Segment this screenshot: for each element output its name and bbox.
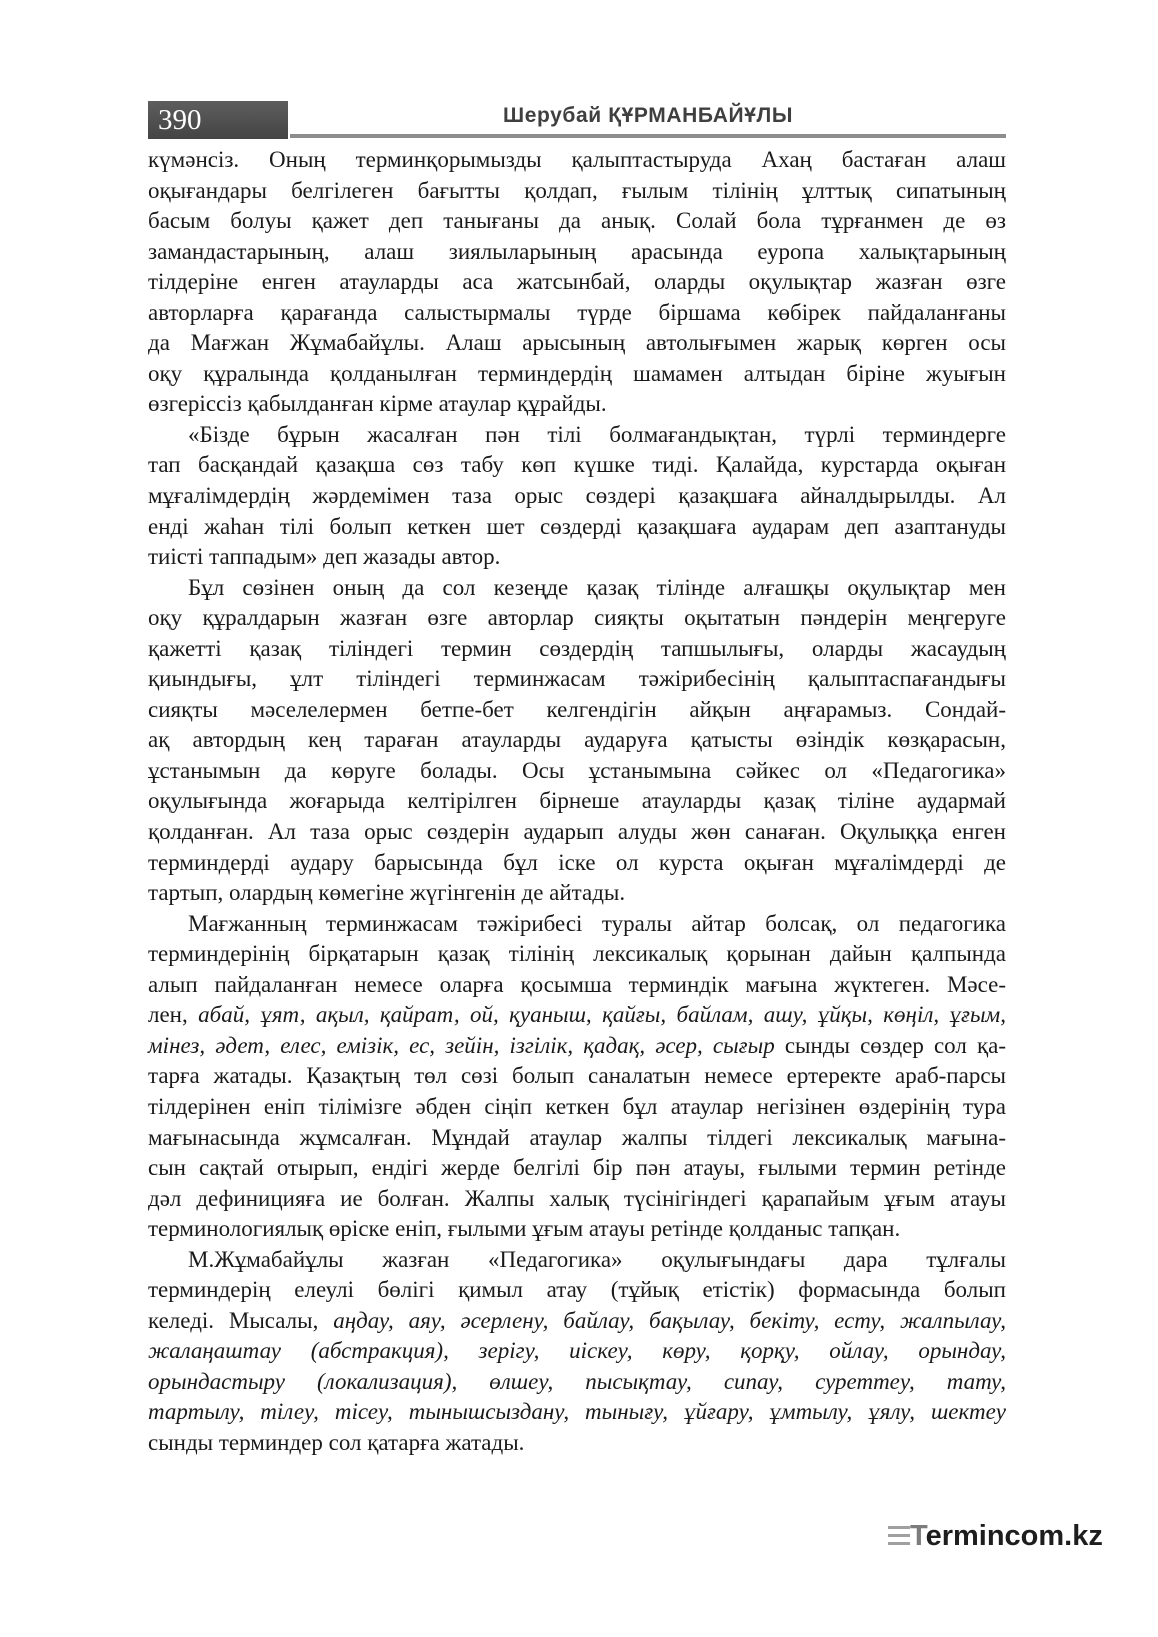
text-line xyxy=(148,1397,1006,1428)
line-content xyxy=(148,1308,1006,1333)
line-content: қиындығы, ұлт тіліндегі терминжасам тәжірибесінің қалыптаспағандығы xyxy=(148,666,1006,692)
line-content: авторларға қарағанда салыстырмалы түрде біршама көбірек пайдаланғаны xyxy=(148,299,1006,325)
line-content: оқу құралдарын жазған өзге авторлар сияқты оқытатын пәндерін меңгеруге xyxy=(148,605,1006,631)
text-line xyxy=(148,359,1006,390)
header-rule xyxy=(290,134,1006,138)
text-line xyxy=(148,1306,1006,1337)
text-run: сынды сөздер сол қа- xyxy=(774,1032,1007,1058)
running-title: Шерубай ҚҰРМАНБАЙҰЛЫ xyxy=(503,104,793,127)
watermark-logo xyxy=(910,1516,1103,1556)
text-line xyxy=(148,420,1006,451)
text-line xyxy=(148,512,1006,543)
line-content: сынды терминдер сол қатарға жатады. xyxy=(148,1429,525,1455)
line-content: қолданған. Ал таза орыс сөздерін аударып алуды жөн санаған. Оқулыққа енген xyxy=(148,819,1006,845)
line-content: тартып, олардың көмегіне жүгінгенін де айтады. xyxy=(148,880,626,906)
text-line xyxy=(148,1184,1006,1215)
page-number: 390 xyxy=(158,104,202,136)
paragraph xyxy=(148,909,1006,1245)
line-content: тілдерінен еніп тілімізге әбден сіңіп кеткен бұл атаулар негізінен өздерінің тура xyxy=(148,1093,1006,1119)
text-line xyxy=(148,1031,1006,1062)
watermark-text: Termincom.kz xyxy=(910,1520,1103,1552)
line-content: алып пайдаланған немесе оларға қосымша терминдік мағына жүктеген. Мәсе- xyxy=(148,971,1006,997)
paragraph xyxy=(148,420,1006,573)
line-content: терминдерінің бірқатарын қазақ тілінің лексикалық қорынан дайын қалпында xyxy=(148,941,1006,967)
line-content: М.Жұмабайұлы жазған «Педагогика» оқулығындағы дара тұлғалы xyxy=(188,1246,1006,1272)
line-content: оқу құралында қолданылған терминдердің шамамен алтыдан біріне жуығын xyxy=(148,360,1006,386)
line-content: «Бізде бұрын жасалған пән тілі болмағандықтан, түрлі терминдерге xyxy=(188,421,1006,447)
line-content: тарға жатады. Қазақтың төл сөзі болып саналатын немесе ертеректе араб-парсы xyxy=(148,1063,1006,1089)
text-line xyxy=(148,786,1006,817)
text-line xyxy=(148,1092,1006,1123)
line-content: тілдеріне енген атауларды аса жатсынбай, оларды оқулықтар жазған өзге xyxy=(148,269,1006,295)
paragraph xyxy=(148,145,1006,420)
text-line xyxy=(148,970,1006,1001)
text-line xyxy=(148,848,1006,879)
line-content: сын сақтай отырып, ендігі жерде белгілі бір пән атауы, ғылыми термин ретінде xyxy=(148,1155,1006,1181)
text-line xyxy=(148,176,1006,207)
text-line xyxy=(148,1153,1006,1184)
text-line xyxy=(148,603,1006,634)
text-line xyxy=(148,573,1006,604)
text-line xyxy=(148,1367,1006,1398)
text-line xyxy=(148,878,1006,909)
text-line xyxy=(148,695,1006,726)
text-line xyxy=(148,1336,1006,1367)
italic-term-list: тартылу, тілеу, тісеу, тынышсыздану, тынығу, ұйғару, ұмтылу, ұялу, шектеу xyxy=(148,1399,1006,1425)
line-content xyxy=(148,1369,1006,1394)
text-line xyxy=(148,206,1006,237)
text-line xyxy=(148,481,1006,512)
text-line xyxy=(148,542,1006,573)
line-content: енді жаһан тілі болып кеткен шет сөздерді қазақшаға аударам деп азаптануды xyxy=(148,513,1006,539)
line-content xyxy=(148,1338,1006,1363)
line-content: басым болуы қажет деп танығаны да анық. Солай бола тұрғанмен де өз xyxy=(148,208,1006,234)
page-body xyxy=(148,145,1006,1459)
text-line xyxy=(148,1428,1006,1459)
paragraph xyxy=(148,573,1006,909)
text-line xyxy=(148,634,1006,665)
line-content: терминдерің елеулі бөлігі қимыл атау (тұйық етістік) формасында болып xyxy=(148,1277,1006,1303)
line-content: қажетті қазақ тіліндегі термин сөздердің тапшылығы, оларды жасаудың xyxy=(148,635,1006,661)
text-line xyxy=(148,1275,1006,1306)
text-line xyxy=(148,1214,1006,1245)
italic-term-list: аңдау, аяу, әсерлену, байлау, бақылау, бекіту, есту, жалпылау, xyxy=(333,1307,1006,1333)
text-line xyxy=(148,664,1006,695)
text-line xyxy=(148,1123,1006,1154)
text-line xyxy=(148,450,1006,481)
page-number-box xyxy=(148,101,288,139)
text-line xyxy=(148,817,1006,848)
line-content: дәл дефиницияға ие болған. Жалпы халық түсінігіндегі қарапайым ұғым атауы xyxy=(148,1185,1006,1211)
text-line xyxy=(148,237,1006,268)
line-content: Мағжанның терминжасам тәжірибесі туралы айтар болсақ, ол педагогика xyxy=(188,910,1006,936)
line-content xyxy=(148,1002,1006,1027)
line-content: тап басқандай қазақша сөз табу көп күшке тиді. Қалайда, курстарда оқыған xyxy=(148,452,1006,478)
logo-speed-lines xyxy=(888,1526,910,1550)
line-content: ұстанымын да көруге болады. Осы ұстанымына сәйкес ол «Педагогика» xyxy=(148,757,1006,783)
logo-speed-line xyxy=(888,1542,910,1545)
italic-term-list: жалаңаштау (абстракция), зерігу, иіскеу, көру, қорқу, ойлау, орындау, xyxy=(148,1338,1006,1364)
line-content xyxy=(148,1033,1006,1058)
logo-speed-line xyxy=(888,1526,910,1529)
text-run: келеді. Мысалы, xyxy=(148,1307,334,1333)
line-content: оқулығында жоғарыда келтірілген бірнеше атауларды қазақ тіліне аудармай xyxy=(148,788,1006,814)
text-line xyxy=(148,939,1006,970)
text-line xyxy=(148,1061,1006,1092)
text-line xyxy=(148,1245,1006,1276)
text-run: лен, xyxy=(148,1002,199,1028)
text-line xyxy=(148,1000,1006,1031)
line-content: замандастарының, алаш зиялыларының арасында еуропа халықтарының xyxy=(148,238,1006,264)
line-content: оқығандары белгілеген бағытты қолдап, ғылым тілінің ұлттық сипатының xyxy=(148,177,1006,203)
text-line xyxy=(148,756,1006,787)
text-line xyxy=(148,298,1006,329)
line-content: мұғалімдердің жәрдемімен таза орыс сөздері қазақшаға айналдырылды. Ал xyxy=(148,483,1006,509)
italic-term-list: мінез, әдет, елес, емізік, ес, зейін, ізгілік, қадақ, әсер, сығыр xyxy=(148,1032,775,1058)
italic-term-list: абай, ұят, ақыл, қайрат, ой, қуаныш, қайғы, байлам, ашу, ұйқы, көңіл, ұғым, xyxy=(198,1002,1006,1028)
line-content xyxy=(148,1399,1006,1424)
line-content: терминологиялық өріске еніп, ғылыми ұғым атауы ретінде қолданыс тапқан. xyxy=(148,1216,901,1242)
text-line xyxy=(148,909,1006,940)
text-line xyxy=(148,389,1006,420)
line-content: тиісті таппадым» деп жазады автор. xyxy=(148,544,501,570)
text-line xyxy=(148,145,1006,176)
text-line xyxy=(148,725,1006,756)
line-content: күмәнсіз. Оның терминқорымызды қалыптастыруда Ахаң бастаған алаш xyxy=(148,147,1006,172)
line-content: өзгеріссіз қабылданған кірме атаулар құрайды. xyxy=(148,391,607,417)
line-content: мағынасында жұмсалған. Мұндай атаулар жалпы тілдегі лексикалық мағына- xyxy=(148,1124,1006,1150)
line-content: Бұл сөзінен оның да сол кезеңде қазақ тілінде алғашқы оқулықтар мен xyxy=(188,574,1006,600)
logo-speed-line xyxy=(888,1534,910,1537)
line-content: терминдерді аудару барысында бұл іске ол курста оқыған мұғалімдерді де xyxy=(148,849,1006,875)
line-content: сияқты мәселелермен бетпе-бет келгендігін айқын аңғарамыз. Сондай- xyxy=(148,696,1006,722)
text-line xyxy=(148,328,1006,359)
italic-term-list: орындастыру (локализация), өлшеу, пысықтау, сипау, суреттеу, тату, xyxy=(148,1368,1006,1394)
paragraph xyxy=(148,1245,1006,1459)
text-line xyxy=(148,267,1006,298)
line-content: да Мағжан Жұмабайұлы. Алаш арысының автолығымен жарық көрген осы xyxy=(148,330,1006,356)
line-content: ақ автордың кең тараған атауларды аударуға қатысты өзіндік көзқарасын, xyxy=(148,727,1006,753)
